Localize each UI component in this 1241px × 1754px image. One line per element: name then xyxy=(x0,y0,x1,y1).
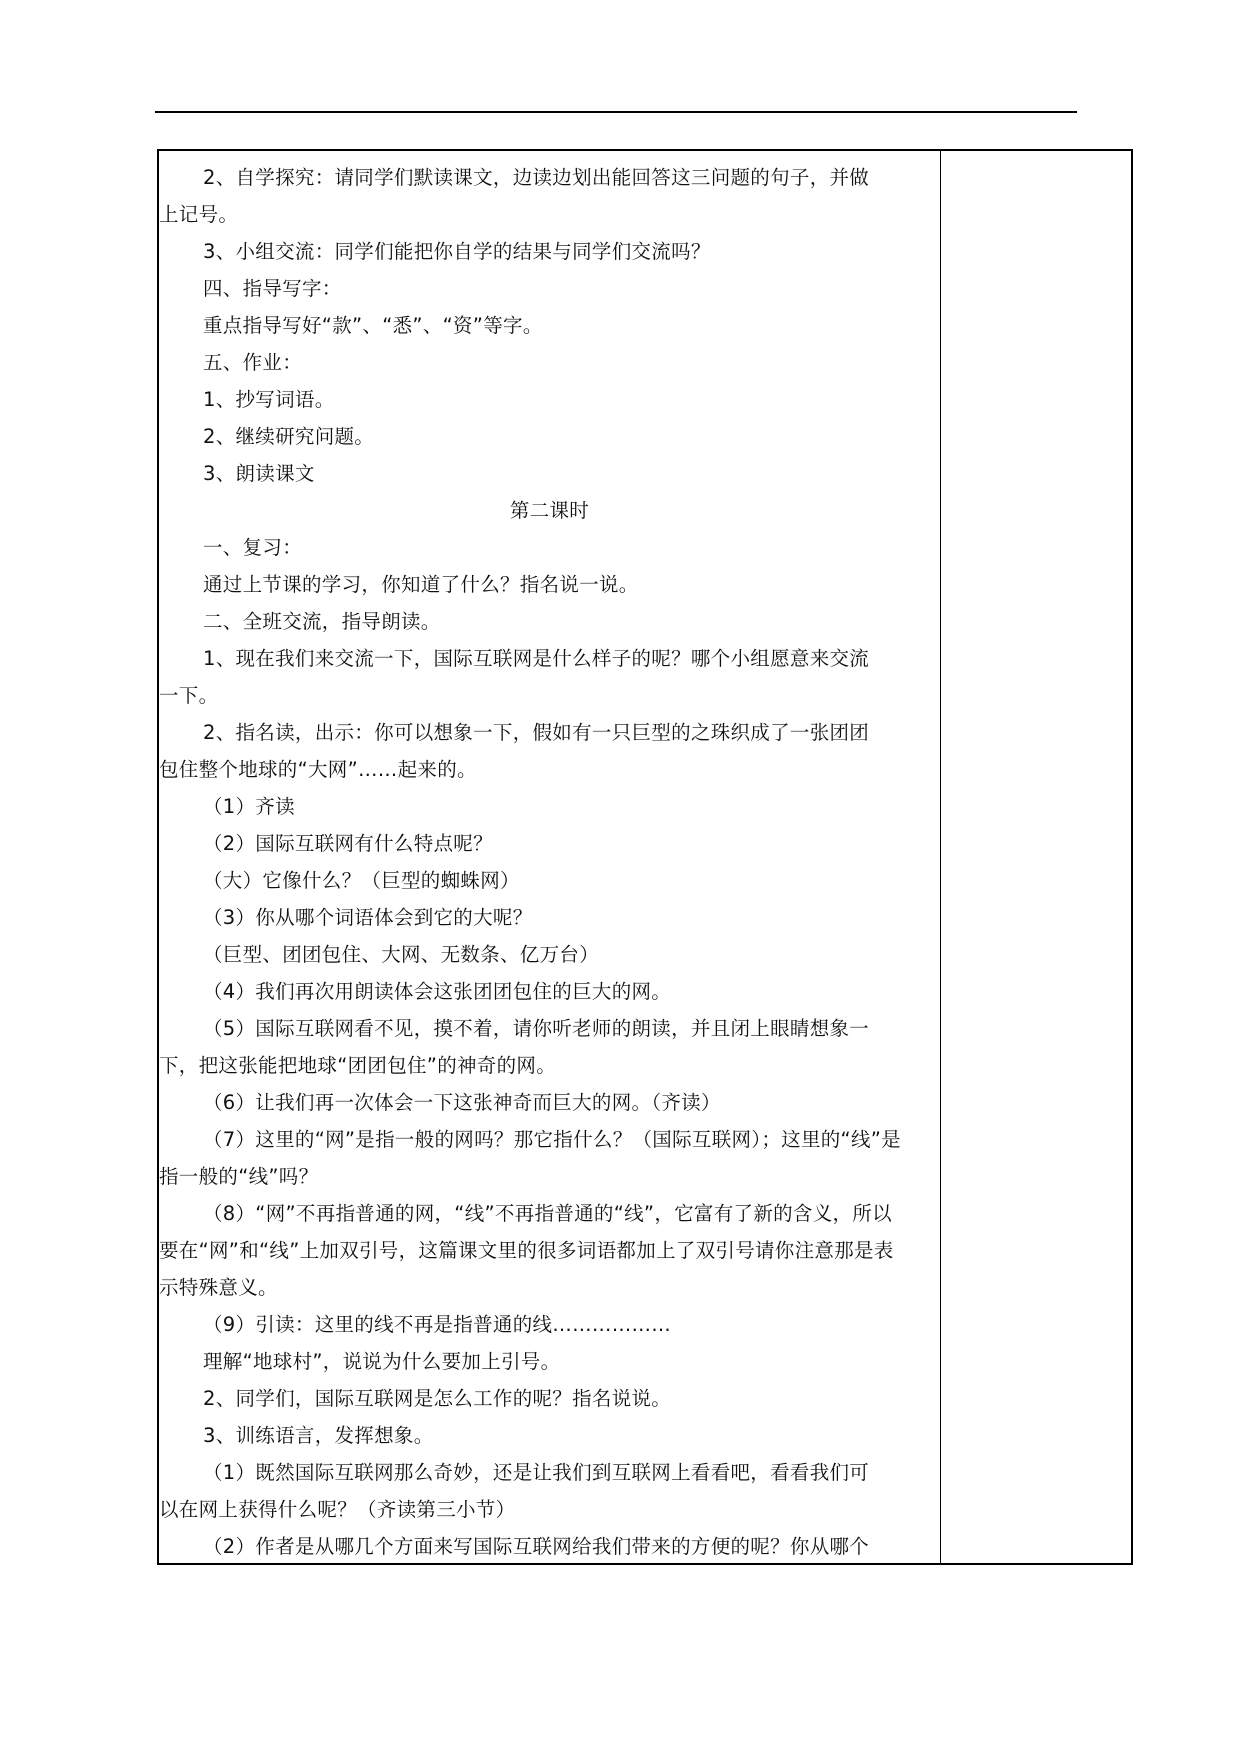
header-rule xyxy=(155,111,1077,113)
text-line: （6）让我们再一次体会一下这张神奇而巨大的网。（齐读） xyxy=(203,1091,721,1114)
text-line: 包住整个地球的“大网”……起来的。 xyxy=(159,758,477,781)
text-line: （1）既然国际互联网那么奇妙，还是让我们到互联网上看看吧，看看我们可 xyxy=(203,1461,870,1484)
text-line: 重点指导写好“款”、“悉”、“资”等字。 xyxy=(203,314,543,337)
lesson-table xyxy=(157,149,1133,1565)
text-line: 3、小组交流：同学们能把你自学的结果与同学们交流吗？ xyxy=(203,240,711,263)
text-line: 要在“网”和“线”上加双引号，这篇课文里的很多词语都加上了双引号请你注意那是表 xyxy=(159,1239,894,1262)
text-line: 2、指名读，出示：你可以想象一下，假如有一只巨型的之珠织成了一张团团 xyxy=(203,721,870,744)
text-line: 四、指导写字： xyxy=(203,277,342,300)
text-line: （2）作者是从哪几个方面来写国际互联网给我们带来的方便的呢？你从哪个 xyxy=(203,1535,870,1558)
text-line: （3）你从哪个词语体会到它的大呢？ xyxy=(203,906,533,929)
text-line: 理解“地球村”，说说为什么要加上引号。 xyxy=(203,1350,561,1373)
text-line: 3、朗读课文 xyxy=(203,462,315,485)
text-line: 2、继续研究问题。 xyxy=(203,425,375,448)
text-line: （1）齐读 xyxy=(203,795,295,818)
text-line: （4）我们再次用朗读体会这张团团包住的巨大的网。 xyxy=(203,980,672,1003)
text-line: 1、现在我们来交流一下，国际互联网是什么样子的呢？哪个小组愿意来交流 xyxy=(203,647,870,670)
text-line: 3、训练语言，发挥想象。 xyxy=(203,1424,434,1447)
text-line: 一、复习： xyxy=(203,536,303,559)
text-line: （8）“网”不再指普通的网，“线”不再指普通的“线”，它富有了新的含义，所以 xyxy=(203,1202,892,1225)
text-line: （大）它像什么？（巨型的蜘蛛网） xyxy=(203,869,520,892)
text-line: （巨型、团团包住、大网、无数条、亿万台） xyxy=(203,943,600,966)
text-line: （2）国际互联网有什么特点呢？ xyxy=(203,832,493,855)
text-line: 2、同学们，国际互联网是怎么工作的呢？指名说说。 xyxy=(203,1387,672,1410)
text-line: 一下。 xyxy=(159,684,219,707)
text-line: （7）这里的“网”是指一般的网吗？那它指什么？（国际互联网）；这里的“线”是 xyxy=(203,1128,901,1151)
text-line: 二、全班交流，指导朗读。 xyxy=(203,610,441,633)
text-line: 1、抄写词语。 xyxy=(203,388,335,411)
text-line: 五、作业： xyxy=(203,351,303,374)
text-line: 以在网上获得什么呢？（齐读第三小节） xyxy=(159,1498,516,1521)
text-line: （9）引读：这里的线不再是指普通的线……………… xyxy=(203,1313,672,1336)
lesson-content-cell xyxy=(159,159,940,1565)
notes-cell xyxy=(942,151,1131,1563)
text-line: （5）国际互联网看不见，摸不着，请你听老师的朗读，并且闭上眼睛想象一 xyxy=(203,1017,870,1040)
text-line: 上记号。 xyxy=(159,203,239,226)
text-line: 下，把这张能把地球“团团包住”的神奇的网。 xyxy=(159,1054,557,1077)
text-line: 2、自学探究：请同学们默读课文，边读边划出能回答这三问题的句子，并做 xyxy=(203,166,870,189)
column-divider xyxy=(940,151,941,1563)
section-heading: 第二课时 xyxy=(509,499,590,522)
text-line: 通过上节课的学习，你知道了什么？指名说一说。 xyxy=(203,573,639,596)
text-line: 示特殊意义。 xyxy=(159,1276,278,1299)
text-line: 指一般的“线”吗？ xyxy=(159,1165,319,1188)
